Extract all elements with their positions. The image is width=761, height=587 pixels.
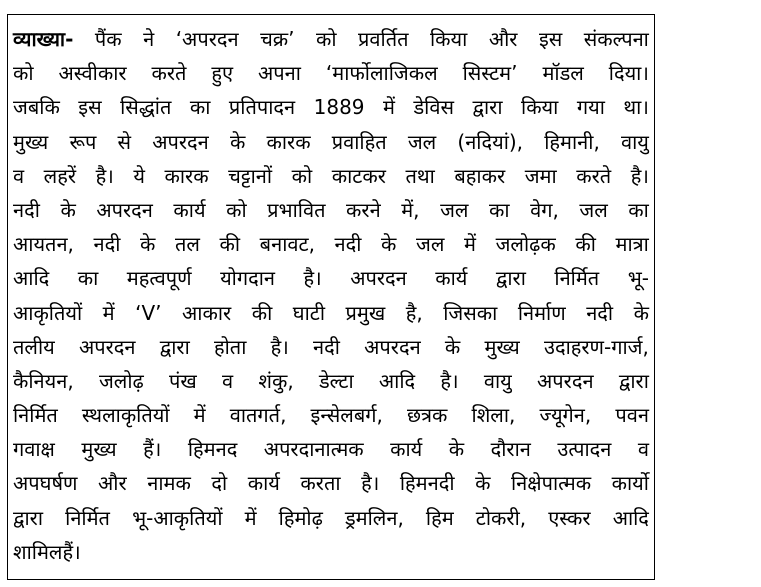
- text-word: इस: [538, 27, 563, 51]
- text-word: अपरदन: [96, 197, 153, 222]
- text-line: [13, 466, 649, 500]
- text-word: तलीय: [13, 334, 55, 359]
- text-word: द्वारा: [13, 505, 44, 530]
- text-word: था।: [623, 95, 649, 120]
- text-word: होता: [214, 334, 247, 359]
- text-word: ज्यूगेन,: [539, 403, 592, 428]
- text-word: है।: [361, 471, 380, 496]
- text-word: आकार: [182, 300, 232, 325]
- text-word: में,: [401, 197, 420, 222]
- text-word: हिम: [425, 505, 454, 530]
- text-word: ‘मार्फोलाजिकल: [325, 61, 438, 86]
- text-word: की: [575, 232, 596, 257]
- text-word: और: [488, 27, 518, 51]
- text-word: जलोढ़क: [495, 232, 556, 257]
- text-word: पैंक: [94, 27, 122, 51]
- text-word: व: [222, 368, 234, 393]
- text-word: आदि: [378, 368, 416, 393]
- text-word: शामिल: [13, 539, 63, 564]
- text-word: हुए: [211, 61, 234, 86]
- text-word: अपरदानात्मक: [263, 437, 364, 462]
- explanation-text: [13, 22, 649, 569]
- text-word: चक्र’: [260, 27, 295, 51]
- text-word: का: [628, 197, 649, 222]
- explanation-label: व्याख्या-: [13, 27, 74, 51]
- text-word: प्रवाहित: [331, 129, 387, 154]
- text-word: की: [251, 300, 273, 325]
- text-word: मुख्य: [13, 129, 49, 154]
- text-word: बनावट,: [259, 232, 315, 257]
- text-word: ‘V’: [135, 300, 162, 325]
- text-line: [13, 22, 649, 56]
- text-word: निक्षेपात्मक: [510, 471, 592, 496]
- text-word: नदी: [586, 300, 614, 325]
- explanation-box: [7, 14, 655, 580]
- text-line: [13, 159, 649, 193]
- text-word: में: [193, 403, 206, 428]
- text-word: व: [13, 163, 25, 188]
- text-line: [13, 501, 649, 535]
- text-word: शिला,: [471, 403, 516, 428]
- text-word: महत्वपूर्ण: [126, 266, 192, 291]
- text-line: [13, 330, 649, 364]
- text-word: के: [633, 300, 649, 325]
- text-word: कार्य: [435, 266, 468, 291]
- text-word: लहरें: [43, 163, 77, 188]
- text-word: है।: [270, 334, 289, 359]
- text-word: वातगर्त,: [229, 403, 287, 428]
- text-word: वायु: [620, 129, 649, 154]
- text-word: द्वारा: [618, 368, 649, 393]
- text-word: को: [226, 197, 247, 222]
- text-word: छत्रक: [407, 403, 448, 428]
- text-word: जल: [416, 232, 445, 257]
- text-word: के: [448, 437, 465, 462]
- text-line: [13, 56, 649, 90]
- text-word: निर्मित: [554, 266, 600, 291]
- text-word: कैनियन,: [13, 368, 74, 393]
- text-word: व: [637, 437, 649, 462]
- text-word: दौरान: [490, 437, 531, 462]
- text-word: दिया।: [608, 61, 649, 86]
- text-word: कारक: [164, 163, 209, 188]
- text-word: अपरदन: [152, 129, 209, 154]
- text-word: ‘अपरदन: [175, 27, 239, 51]
- text-word: एस्कर: [548, 505, 591, 530]
- text-word: अपघर्षण: [13, 471, 78, 496]
- text-word: प्रमुख: [345, 300, 386, 325]
- text-word: अपरदन: [537, 368, 594, 393]
- text-word: है।: [303, 266, 322, 291]
- text-word: कारक: [266, 129, 311, 154]
- text-word: है।: [95, 163, 114, 188]
- text-word: पवन: [615, 403, 649, 428]
- text-word: कार्य: [390, 437, 423, 462]
- text-word: भू-आकृतियों: [132, 505, 223, 530]
- text-word: का: [489, 197, 510, 222]
- text-word: ने: [143, 27, 155, 51]
- text-word: है,: [405, 300, 423, 325]
- text-word: दो: [211, 471, 228, 496]
- text-word: योगदान: [220, 266, 276, 291]
- text-word: (नदियां),: [457, 129, 524, 154]
- text-word: निर्मित: [13, 403, 58, 428]
- text-word: हिमनदी: [399, 471, 455, 496]
- text-word: से: [117, 129, 132, 154]
- text-line: [13, 432, 649, 466]
- text-word: के: [60, 197, 76, 222]
- text-word: भू-: [627, 266, 649, 291]
- text-word: के: [381, 232, 397, 257]
- text-word: ये: [133, 163, 145, 188]
- text-word: नदी: [313, 334, 340, 359]
- text-word: रूप: [69, 129, 97, 154]
- text-line: [13, 364, 649, 398]
- text-word: 1889: [313, 95, 365, 120]
- text-line: [13, 535, 649, 569]
- text-word: कार्य: [173, 197, 206, 222]
- text-word: कार्यो: [611, 471, 649, 496]
- text-word: को: [316, 27, 337, 51]
- text-word: अपरदन: [350, 266, 407, 291]
- text-word: करते: [151, 61, 187, 86]
- text-word: द्वारा: [472, 95, 503, 120]
- text-word: नदी: [93, 232, 121, 257]
- text-word: निर्मित: [65, 505, 110, 530]
- text-line: [13, 227, 649, 261]
- text-word: जलोढ़: [98, 368, 144, 393]
- text-word: के: [475, 471, 491, 496]
- text-word: आयतन,: [13, 232, 74, 257]
- text-line: [13, 261, 649, 295]
- text-word: की: [219, 232, 241, 257]
- text-word: शंकु,: [258, 368, 294, 393]
- text-word: तल: [174, 232, 200, 257]
- text-word: नदी: [334, 232, 362, 257]
- text-word: में: [383, 95, 395, 120]
- text-word: हैं।: [62, 539, 81, 564]
- text-word: निर्माण: [517, 300, 566, 325]
- text-word: आदि: [612, 505, 649, 530]
- text-word: जल: [579, 197, 608, 222]
- text-word: तथा: [405, 163, 435, 188]
- text-word: के: [444, 334, 461, 359]
- text-word: जल: [440, 197, 469, 222]
- text-word: टोकरी,: [475, 505, 527, 530]
- text-word: हिमनद: [187, 437, 238, 462]
- text-word: डेल्टा: [318, 368, 354, 393]
- text-word: मॉडल: [542, 61, 584, 86]
- text-word: इस: [78, 95, 102, 120]
- text-line: [13, 90, 649, 124]
- text-word: में: [464, 232, 476, 257]
- text-word: चट्टानों: [228, 163, 273, 188]
- text-word: है।: [630, 163, 649, 188]
- text-word: स्थलाकृतियों: [81, 403, 170, 428]
- text-word: पंख: [169, 368, 197, 393]
- text-word: कार्य: [247, 471, 280, 496]
- text-word: जिसका: [443, 300, 498, 325]
- text-word: सिद्धांत: [120, 95, 172, 120]
- text-word: को: [13, 61, 34, 86]
- text-word: द्वारा: [495, 266, 526, 291]
- text-word: का: [189, 95, 211, 120]
- text-word: प्रवर्तित: [358, 27, 409, 51]
- text-word: मुख्य: [484, 334, 520, 359]
- text-word: के: [229, 129, 246, 154]
- text-word: इन्सेलबर्ग,: [310, 403, 383, 428]
- text-word: करता: [300, 471, 341, 496]
- text-word: जबकि: [13, 95, 60, 120]
- text-word: संकल्पना: [583, 27, 649, 51]
- text-word: करते: [576, 163, 612, 188]
- text-word: अपरदन: [78, 334, 136, 359]
- text-word: उत्पादन: [557, 437, 612, 462]
- text-word: मुख्य: [81, 437, 117, 462]
- text-word: प्रभावित: [267, 197, 326, 222]
- text-word: घाटी: [292, 300, 326, 325]
- text-line: [13, 398, 649, 432]
- text-word: हिमानी,: [544, 129, 600, 154]
- text-word: में: [102, 300, 115, 325]
- text-word: सिस्टम’: [462, 61, 518, 86]
- text-word: डेविस: [413, 95, 454, 120]
- text-word: है।: [440, 368, 459, 393]
- text-word: आकृतियों: [13, 300, 83, 325]
- text-word: किया: [521, 95, 559, 120]
- text-word: हैं।: [143, 437, 162, 462]
- text-word: वायु: [483, 368, 512, 393]
- text-word: वेग,: [530, 197, 559, 222]
- text-word: बहाकर: [454, 163, 506, 188]
- text-word: नदी: [13, 197, 40, 222]
- text-word: द्वारा: [159, 334, 190, 359]
- text-word: गया: [576, 95, 605, 120]
- text-word: किया: [430, 27, 468, 51]
- text-line: [13, 125, 649, 159]
- text-word: को: [291, 163, 313, 188]
- text-word: प्रतिपादन: [228, 95, 296, 120]
- text-word: नामक: [147, 471, 191, 496]
- text-line: [13, 296, 649, 330]
- text-word: हिमोढ़: [278, 505, 323, 530]
- text-line: [13, 193, 649, 227]
- text-word: अपना: [258, 61, 301, 86]
- text-word: उदाहरण-गार्ज,: [544, 334, 649, 359]
- text-word: जल: [407, 129, 437, 154]
- text-word: के: [140, 232, 156, 257]
- text-word: और: [98, 471, 127, 496]
- text-word: ड्रमलिन,: [344, 505, 404, 530]
- text-word: आदि: [13, 266, 50, 291]
- text-word: मात्रा: [615, 232, 649, 257]
- text-word: का: [77, 266, 99, 291]
- text-word: गवाक्ष: [13, 437, 55, 462]
- text-word: काटकर: [331, 163, 386, 188]
- text-word: जमा: [524, 163, 557, 188]
- text-word: अस्वीकार: [58, 61, 127, 86]
- text-word: करने: [346, 197, 381, 222]
- text-word: में: [244, 505, 257, 530]
- text-word: अपरदन: [364, 334, 421, 359]
